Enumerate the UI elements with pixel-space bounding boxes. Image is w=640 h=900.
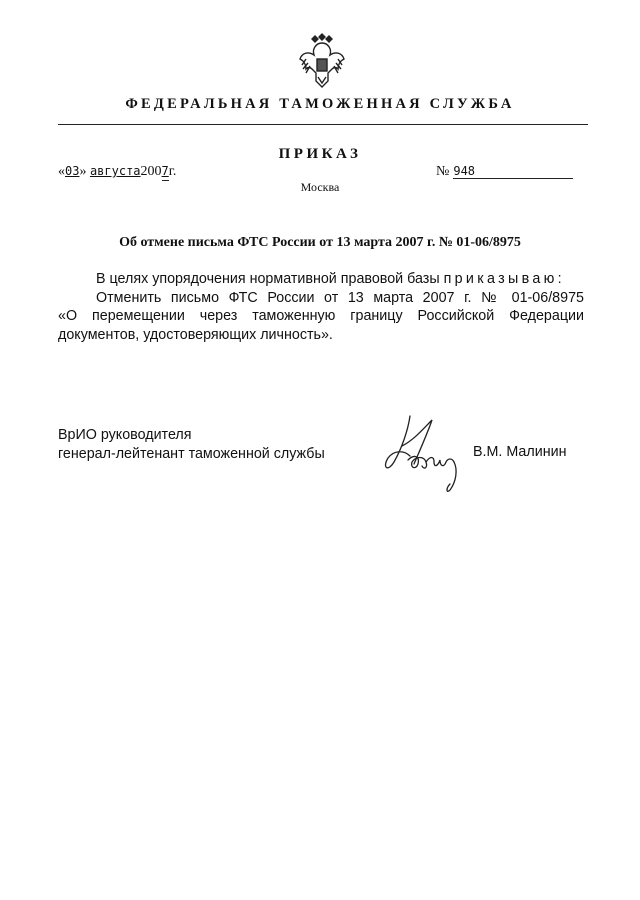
order-body [58,270,584,344]
directive-line: Отменить письмо ФТС России от 13 марта 2007 г. № 01-06/8975 [96,289,584,306]
agency-name: ФЕДЕРАЛЬНАЯ ТАМОЖЕННАЯ СЛУЖБА [125,96,515,112]
signatory-position [58,426,325,463]
date-year-digit: 7 [161,164,169,178]
position-line-1: ВрИО руководителя [58,427,192,443]
header-divider [58,124,588,125]
date-year-prefix: 200 [140,164,162,179]
order-date [58,164,176,181]
order-subject: Об отмене письма ФТС России от 13 марта 2007 г. № 01-06/8975 [119,235,521,250]
signatory-name: В.М. Малинин [473,444,567,460]
directive-continuation: «О перемещении через таможенную границу Российской Федерации документов, удостоверяющих личность». [58,308,584,343]
date-month: августа [89,164,141,178]
intro-text: В целях упорядочения нормативной правовой базы [96,271,440,287]
order-number [436,164,573,180]
order-word: приказываю: [443,271,565,287]
date-close-quote: » [79,164,87,179]
date-day: 03 [65,164,80,178]
state-emblem-icon [298,33,346,89]
date-year-suffix: г. [168,164,177,179]
document-type-title: ПРИКАЗ [278,146,362,162]
position-line-2: генерал-лейтенант таможенной службы [58,445,325,462]
handwritten-signature [380,410,470,500]
number-value: 948 [453,164,573,179]
date-open-quote: « [58,164,65,179]
city: Москва [300,180,340,194]
number-label: № [436,164,450,179]
intro-paragraph [58,270,584,289]
